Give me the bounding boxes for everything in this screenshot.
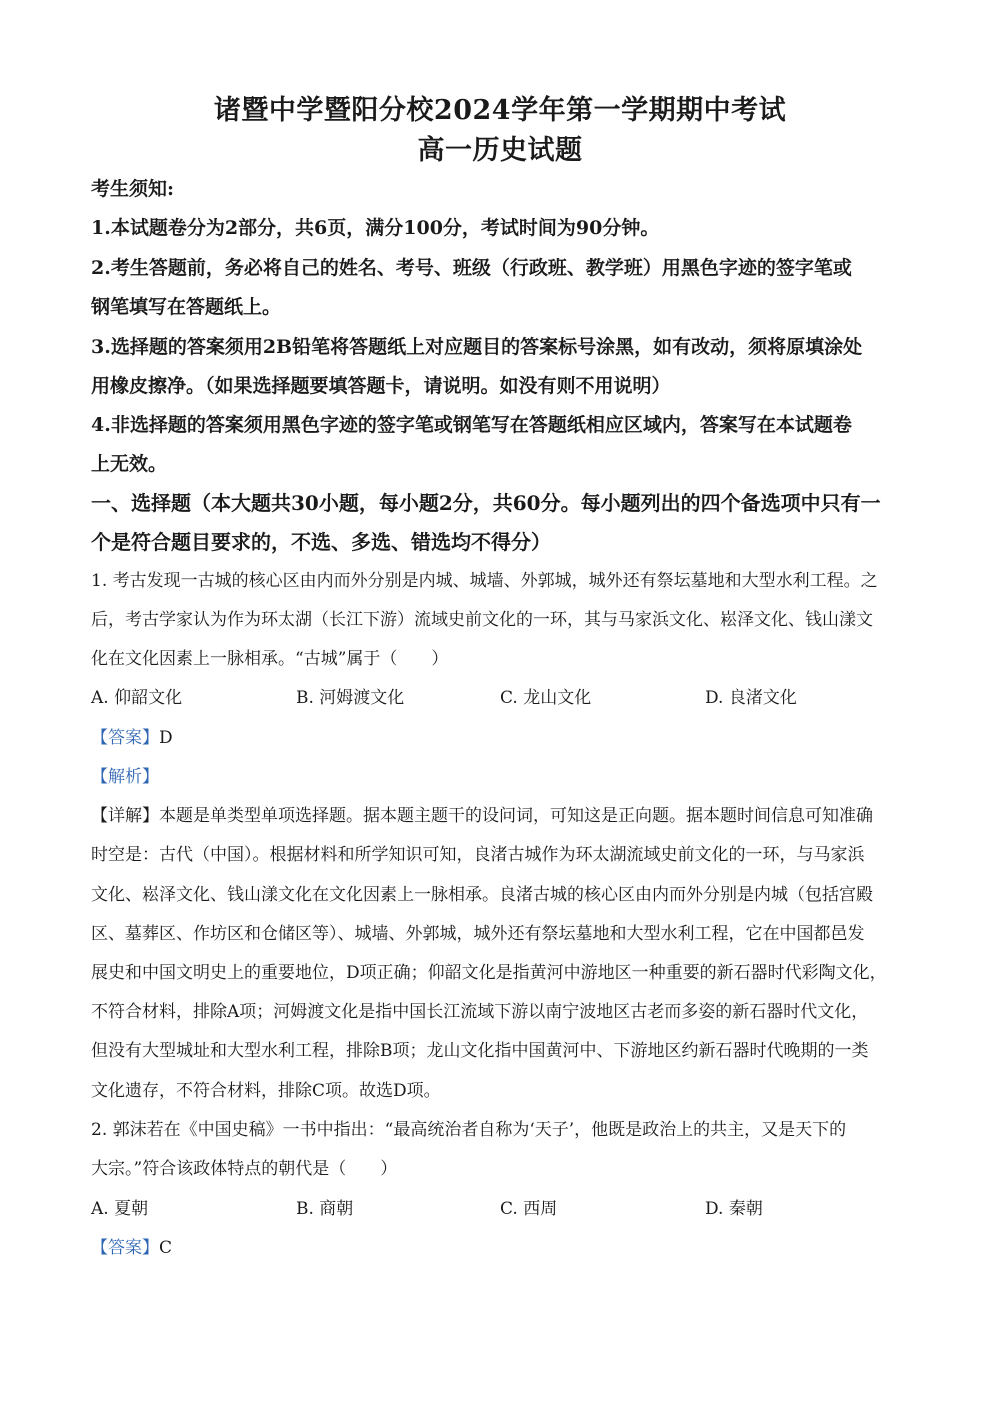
answer-value: C [159, 1238, 173, 1258]
q2-option-d: D. 秦朝 [705, 1199, 763, 1219]
q1-option-a: A. 仰韶文化 [91, 688, 183, 708]
q1-detail-line-6: 不符合材料，排除A项；河姆渡文化是指中国长江流域下游以南宁波地区古老而多姿的新石器时代文化， [91, 1002, 869, 1022]
q2-option-b: B. 商朝 [296, 1199, 354, 1219]
q1-stem-line-3: 化在文化因素上一脉相承。“古城”属于（ ） [91, 649, 449, 669]
q1-option-c: C. 龙山文化 [500, 688, 592, 708]
q1-detail-line-1 [91, 801, 873, 826]
q1-detail-line-8: 文化遗存，不符合材料，排除C项。故选D项。 [91, 1081, 441, 1101]
q1-detail-line-3: 文化、崧泽文化、钱山漾文化在文化因素上一脉相承。良渚古城的核心区由内而外分别是内城（包括宫殿 [91, 885, 873, 905]
q2-stem-line-2: 大宗。”符合该政体特点的朝代是（ ） [91, 1159, 398, 1179]
answer-tag: 【答案】 [91, 1238, 159, 1258]
exam-title: 诸暨中学暨阳分校2024学年第一学期期中考试 [213, 95, 787, 126]
q1-analysis-tag: 【解析】 [91, 767, 159, 787]
q1-stem-line-2: 后，考古学家认为作为环太湖（长江下游）流域史前文化的一环，其与马家浜文化、崧泽文化、钱山漾文 [91, 610, 873, 630]
q1-option-b: B. 河姆渡文化 [296, 688, 405, 708]
q1-answer [91, 723, 173, 748]
q2-answer [91, 1233, 172, 1258]
detail-text: 本题是单类型单项选择题。据本题主题干的设问词，可知这是正向题。据本题时间信息可知准确 [159, 806, 873, 826]
q1-detail-line-2: 时空是：古代（中国）。根据材料和所学知识可知，良渚古城作为环太湖流域史前文化的一环，与马家浜 [91, 845, 865, 865]
q1-detail-line-4: 区、墓葬区、作坊区和仓储区等）、城墙、外郭城，城外还有祭坛墓地和大型水利工程，它在中国都邑发 [91, 924, 865, 944]
q1-option-d: D. 良渚文化 [705, 688, 797, 708]
detail-tag: 【详解】 [91, 806, 159, 826]
notice-item-1: 1.本试题卷分为2部分，共6页，满分100分，考试时间为90分钟。 [91, 217, 660, 239]
notice-item-2-cont: 钢笔填写在答题纸上。 [91, 296, 282, 318]
answer-tag: 【答案】 [91, 728, 159, 748]
notice-item-3-cont: 用橡皮擦净。（如果选择题要填答题卡，请说明。如没有则不用说明） [91, 375, 671, 397]
q2-option-c: C. 西周 [500, 1199, 558, 1219]
notice-heading: 考生须知: [91, 178, 175, 200]
notice-item-3: 3.选择题的答案须用2B铅笔将答题纸上对应题目的答案标号涂黑，如有改动，须将原填涂处 [91, 336, 863, 358]
q1-detail-line-7: 但没有大型城址和大型水利工程，排除B项；龙山文化指中国黄河中、下游地区约新石器时代晚期的一类 [91, 1041, 869, 1061]
notice-item-4: 4.非选择题的答案须用黑色字迹的签字笔或钢笔写在答题纸相应区域内，答案写在本试题卷 [91, 414, 852, 436]
q1-detail-line-5: 展史和中国文明史上的重要地位，D项正确；仰韶文化是指黄河中游地区一种重要的新石器时代彩陶文化， [91, 963, 887, 983]
answer-value: D [159, 728, 173, 748]
q2-option-a: A. 夏朝 [91, 1199, 149, 1219]
section-heading: 一、选择题（本大题共30小题，每小题2分，共60分。每小题列出的四个备选项中只有一 [91, 491, 881, 515]
exam-subtitle: 高一历史试题 [417, 135, 583, 166]
notice-item-2: 2.考生答题前，务必将自己的姓名、考号、班级（行政班、教学班）用黑色字迹的签字笔或 [91, 257, 852, 279]
section-heading-cont: 个是符合题目要求的，不选、多选、错选均不得分） [91, 530, 551, 554]
q2-stem-line-1: 2. 郭沫若在《中国史稿》一书中指出：“最高统治者自称为‘天子’，他既是政治上的共主，又是天下的 [91, 1120, 847, 1140]
notice-item-4-cont: 上无效。 [91, 453, 168, 475]
q1-stem-line-1: 1. 考古发现一古城的核心区由内而外分别是内城、城墙、外郭城，城外还有祭坛墓地和大型水利工程。之 [91, 571, 878, 591]
